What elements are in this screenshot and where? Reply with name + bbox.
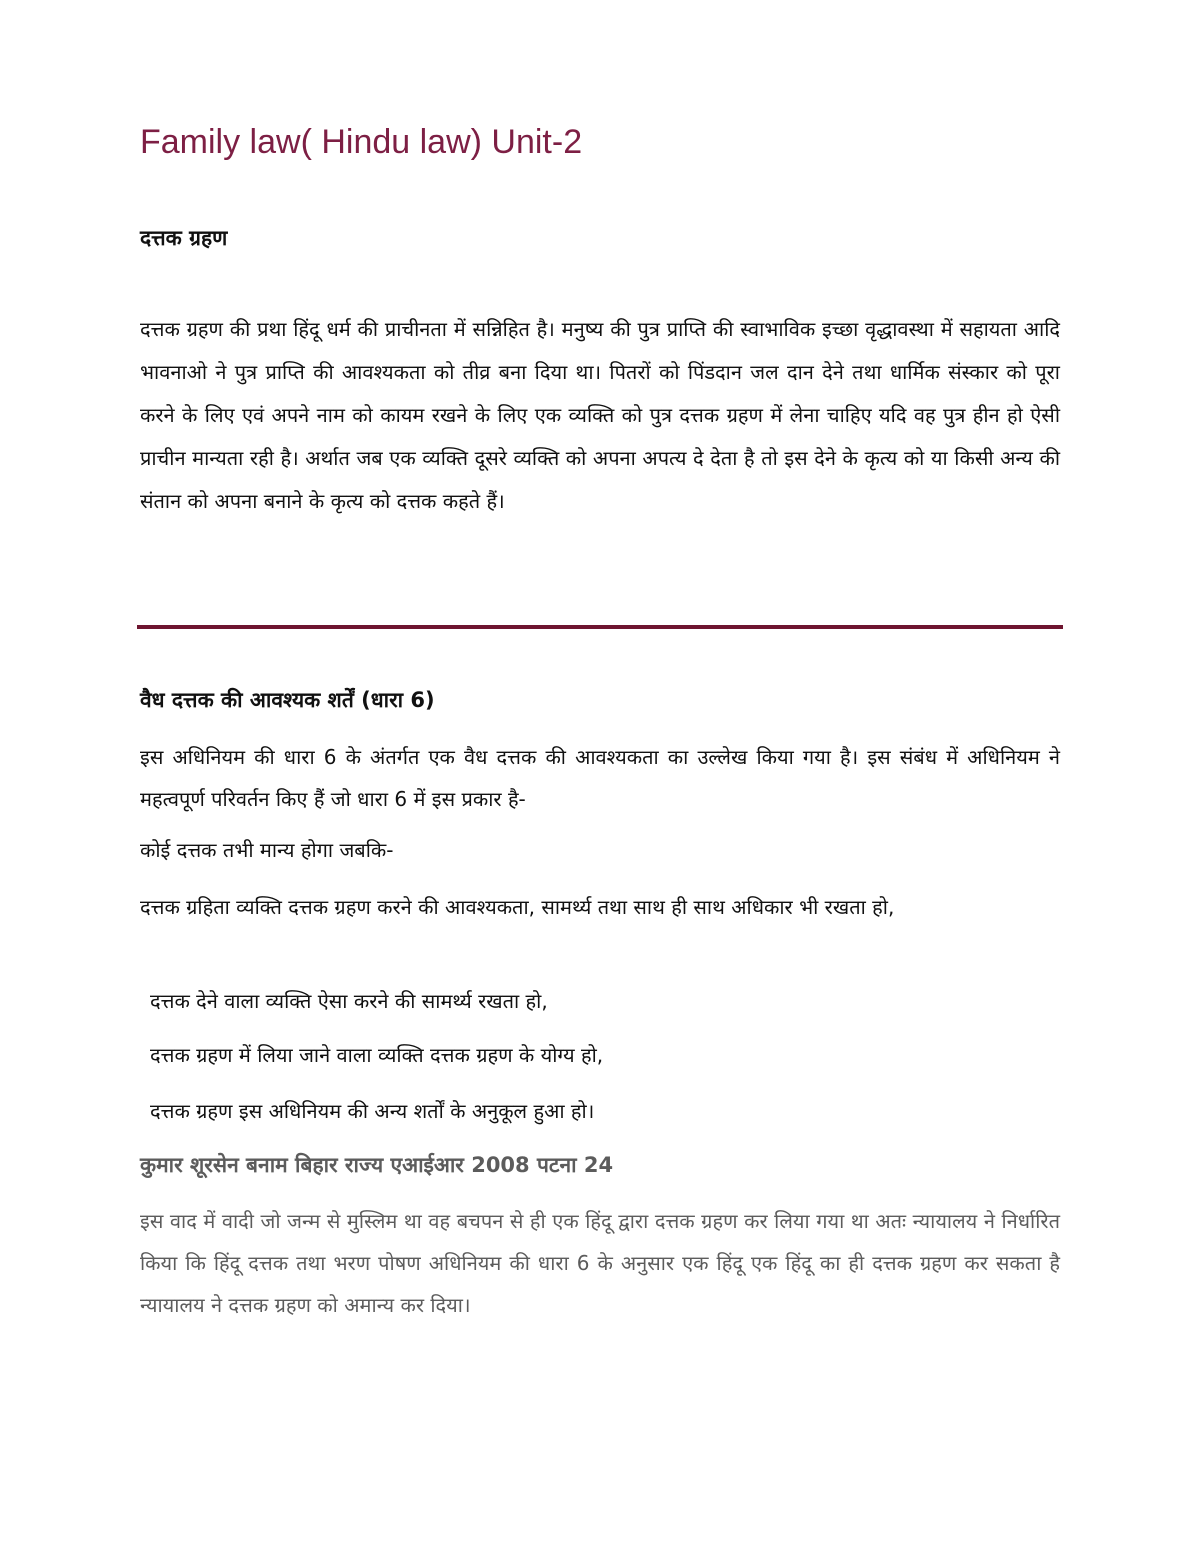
- condition-item: दत्तक ग्रहण में लिया जाने वाला व्यक्ति दत्तक ग्रहण के योग्य हो,: [150, 1043, 604, 1067]
- conditions-lead-line: कोई दत्तक तभी मान्य होगा जबकि-: [140, 838, 394, 862]
- conditions-intro-paragraph: इस अधिनियम की धारा 6 के अंतर्गत एक वैध दत्तक की आवश्यकता का उल्लेख किया गया है। इस संबंध में अधिनियम ने महत्वपूर्ण परिवर्तन किए हैं जो धारा 6 में इस प्रकार है-: [140, 745, 1060, 811]
- section-divider: [137, 625, 1063, 629]
- section-heading-adoption: दत्तक ग्रहण: [140, 226, 228, 250]
- case-summary-paragraph: इस वाद में वादी जो जन्म से मुस्लिम था वह बचपन से ही एक हिंदू द्वारा दत्तक ग्रहण कर लिया गया था अतः न्यायालय ने निर्धारित किया कि हिंदू दत्तक तथा भरण पोषण अधिनियम की धारा 6 के अनुसार एक हिंदू एक हिंदू का ही दत्तक ग्रहण कर सकता है न्यायालय ने दत्तक ग्रहण को अमान्य कर दिया।: [140, 1209, 1060, 1317]
- condition-item: दत्तक ग्रहण इस अधिनियम की अन्य शर्तों के अनुकूल हुआ हो।: [150, 1099, 595, 1123]
- adoption-intro-paragraph: दत्तक ग्रहण की प्रथा हिंदू धर्म की प्राचीनता में सन्निहित है। मनुष्य की पुत्र प्राप्ति की स्वाभाविक इच्छा वृद्धावस्था में सहायता आदि भावनाओ ने पुत्र प्राप्ति की आवश्यकता को तीव्र बना दिया था। पितरों को पिंडदान जल दान देने तथा धार्मिक संस्कार को पूरा करने के लिए एवं अपने नाम को कायम रखने के लिए एक व्यक्ति को पुत्र दत्तक ग्रहण में लेना चाहिए यदि वह पुत्र हीन हो ऐसी प्राचीन मान्यता रही है। अर्थात जब एक व्यक्ति दूसरे व्यक्ति को अपना अपत्य दे देता है तो इस देने के कृत्य को या किसी अन्य की संतान को अपना बनाने के कृत्य को दत्तक कहते हैं।: [140, 317, 1060, 513]
- condition-item: दत्तक ग्रहिता व्यक्ति दत्तक ग्रहण करने की आवश्यकता, सामर्थ्य तथा साथ ही साथ अधिकार भी रखता हो,: [140, 895, 895, 919]
- case-heading: कुमार शूरसेन बनाम बिहार राज्य एआईआर 2008 पटना 24: [140, 1153, 614, 1177]
- section-heading-conditions: वैध दत्तक की आवश्यक शर्तें (धारा 6): [140, 688, 435, 712]
- condition-item: दत्तक देने वाला व्यक्ति ऐसा करने की सामर्थ्य रखता हो,: [150, 989, 548, 1013]
- document-title: Family law( Hindu law) Unit-2: [140, 123, 583, 161]
